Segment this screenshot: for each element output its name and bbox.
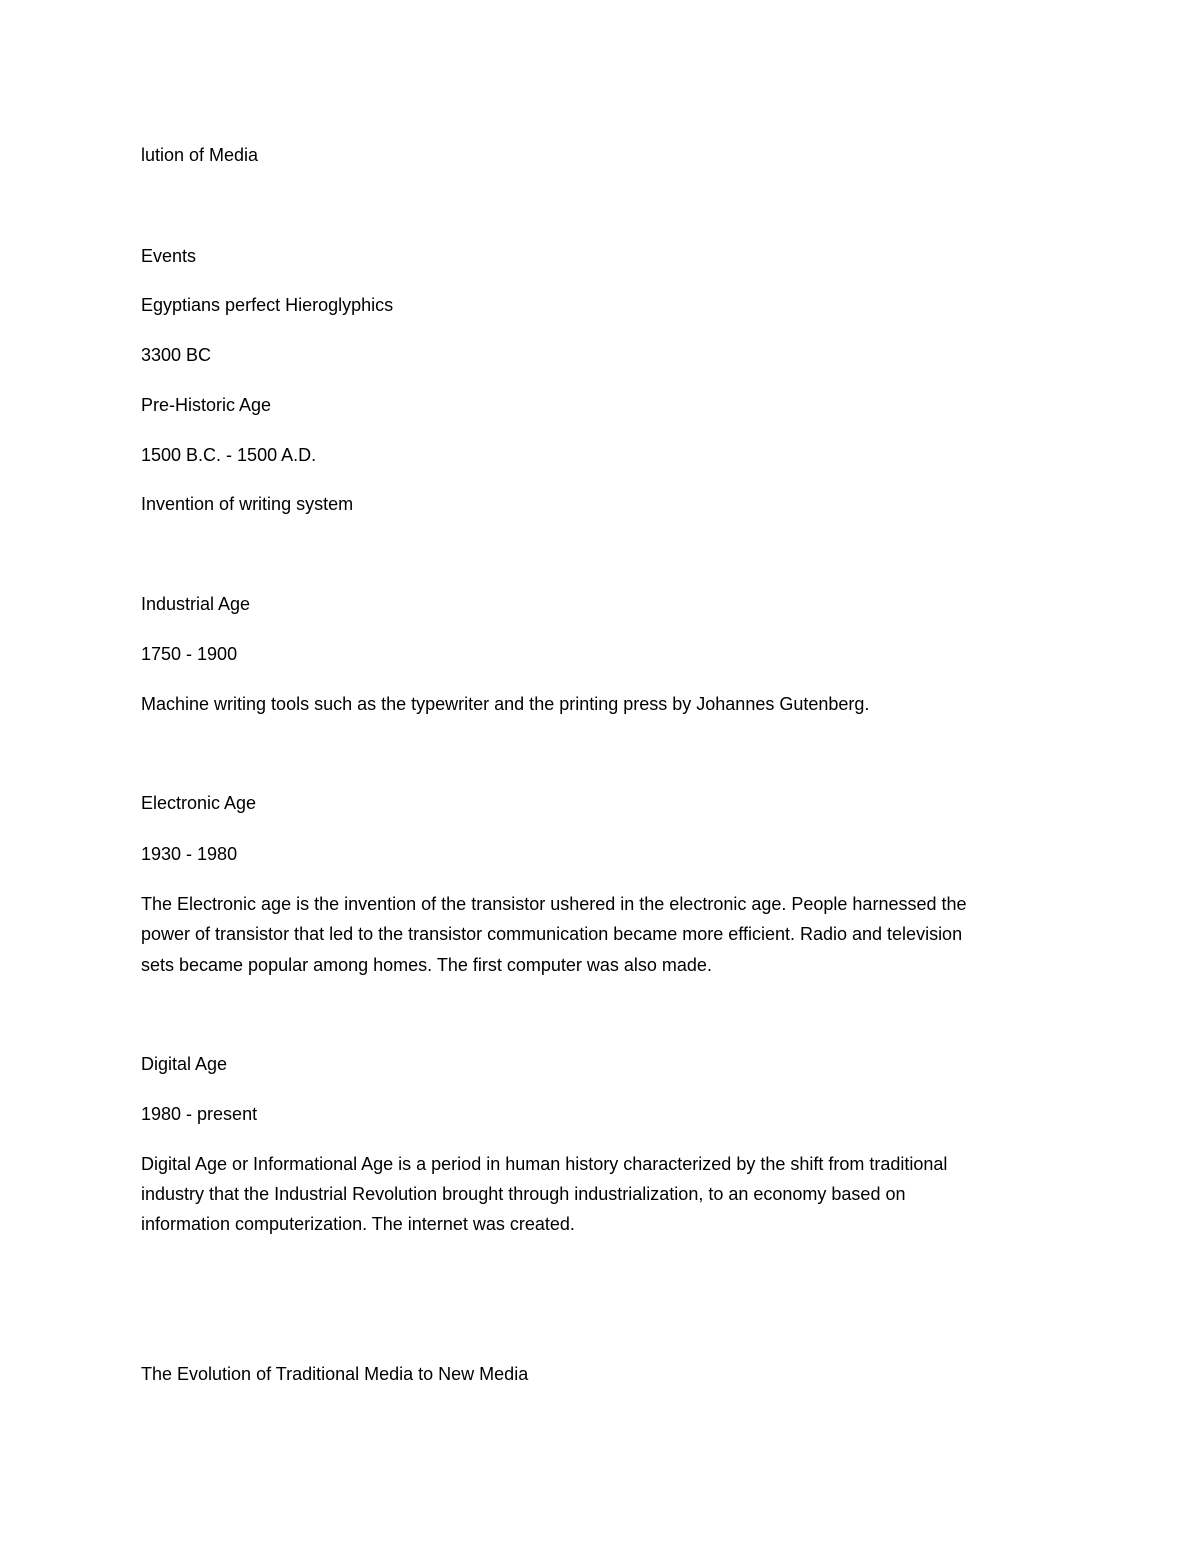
prehistoric-event: Egyptians perfect Hieroglyphics [141, 295, 394, 315]
prehistoric-range: 1500 B.C. - 1500 A.D. [141, 445, 317, 465]
industrial-description: Machine writing tools such as the typewriter and the printing press by Johannes Gutenberg. [141, 694, 870, 714]
digital-description-line-2: industry that the Industrial Revolution brought through industrialization, to an economy based on [141, 1184, 906, 1204]
events-header: Events [141, 246, 197, 266]
electronic-range: 1930 - 1980 [141, 844, 238, 864]
industrial-age: Industrial Age [141, 594, 251, 614]
prehistoric-age: Pre-Historic Age [141, 395, 272, 415]
section-heading: The Evolution of Traditional Media to New Media [141, 1364, 529, 1384]
electronic-description-line-2: power of transistor that led to the transistor communication became more efficient. Radio and television [141, 924, 963, 944]
industrial-range: 1750 - 1900 [141, 644, 238, 664]
digital-age: Digital Age [141, 1054, 228, 1074]
electronic-description-line-1: The Electronic age is the invention of the transistor ushered in the electronic age. People harnessed the [141, 894, 967, 914]
electronic-age: Electronic Age [141, 793, 257, 813]
prehistoric-date: 3300 BC [141, 345, 212, 365]
electronic-description-line-3: sets became popular among homes. The first computer was also made. [141, 955, 712, 975]
prehistoric-description: Invention of writing system [141, 494, 354, 514]
digital-description-line-1: Digital Age or Informational Age is a period in human history characterized by the shift from traditional [141, 1154, 948, 1174]
document-title: lution of Media [141, 145, 259, 165]
digital-description-line-3: information computerization. The internet was created. [141, 1214, 575, 1234]
digital-range: 1980 - present [141, 1104, 258, 1124]
